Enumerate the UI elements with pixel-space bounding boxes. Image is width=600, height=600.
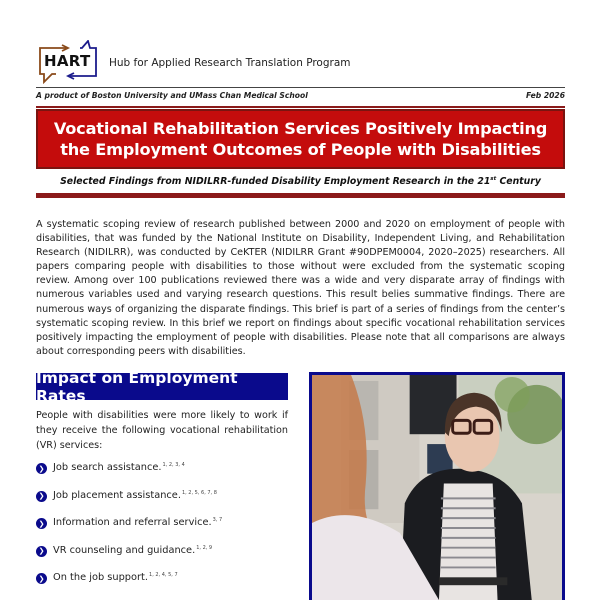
item-label: VR counseling and guidance. xyxy=(53,544,196,556)
item-label: On the job support. xyxy=(53,572,149,583)
subtitle-sup: st xyxy=(490,176,497,182)
chevron-right-circle-icon: ❯ xyxy=(36,518,47,529)
chevron-right-circle-icon: ❯ xyxy=(36,491,47,502)
list-item xyxy=(36,545,296,573)
list-item xyxy=(36,572,296,600)
item-label: Information and referral service. xyxy=(53,517,212,528)
section-heading: Impact on Employment Rates xyxy=(36,373,288,400)
item-refs: 1, 2, 9 xyxy=(196,544,213,551)
section-lead: People with disabilities were more likely to work if they receive the following vocational rehabilitation (VR) services: xyxy=(36,410,288,451)
subtitle-text: Selected Findings from NIDILRR-funded Disability Employment Research in the 21 xyxy=(60,176,491,188)
title-banner xyxy=(36,109,565,169)
subtitle xyxy=(36,176,565,187)
services-list xyxy=(36,462,296,600)
chevron-right-circle-icon: ❯ xyxy=(36,463,47,474)
header-rule xyxy=(36,87,565,88)
item-refs: 3, 7 xyxy=(212,517,223,523)
item-refs: 1, 2, 4, 5, 7 xyxy=(149,572,178,578)
title-rule xyxy=(36,106,565,108)
page-title xyxy=(54,118,547,160)
title-line-1: Vocational Rehabilitation Services Positively Impacting xyxy=(53,119,548,138)
photo-illustration xyxy=(312,375,562,600)
item-label: Job placement assistance. xyxy=(53,489,181,501)
chevron-right-circle-icon: ❯ xyxy=(36,573,47,584)
list-item xyxy=(36,462,296,490)
product-credit: A product of Boston University and UMass Chan Medical School xyxy=(36,91,308,100)
subtitle-tail: Century xyxy=(496,176,541,188)
product-line xyxy=(36,91,565,103)
list-item xyxy=(36,517,296,545)
item-label: Job search assistance. xyxy=(53,462,162,473)
subtitle-rule xyxy=(36,193,565,198)
org-name: Hub for Applied Research Translation Program xyxy=(109,57,351,69)
counseling-photo xyxy=(309,372,565,600)
item-refs: 1, 2, 3, 4 xyxy=(162,462,185,468)
list-item xyxy=(36,490,296,518)
chevron-right-circle-icon: ❯ xyxy=(36,546,47,557)
item-refs: 1, 2, 5, 6, 7, 8 xyxy=(181,489,217,496)
logo-text: HART xyxy=(44,52,91,70)
intro-paragraph: A systematic scoping review of research published between 2000 and 2020 on employment of people with disabilities, that was funded by the National Institute on Disability, Independent Living, and Rehabilitation Research (NIDILRR), was conducted by CeKTER (NIDILRR Grant #90DPEM0004, 2020–2025) researchers. All papers comparing people with disabilities to those without were excluded from the systematic scoping review. Among over 100 publications reviewed there was a wide and very disparate array of findings with numerous variables used and varying research questions. This result belies summative findings. There are numerous ways of organizing the disparate findings. This brief is part of a series of findings from the center’s systematic scoping review. In this brief we report on findings about specific vocational rehabilitation services positively impacting the employment of people with disabilities. Please note that all comparisons are always about corresponding peers with disabilities. xyxy=(36,219,565,357)
publication-date: Feb 2026 xyxy=(526,91,565,100)
title-line-2: the Employment Outcomes of People with Disabilities xyxy=(60,140,541,159)
